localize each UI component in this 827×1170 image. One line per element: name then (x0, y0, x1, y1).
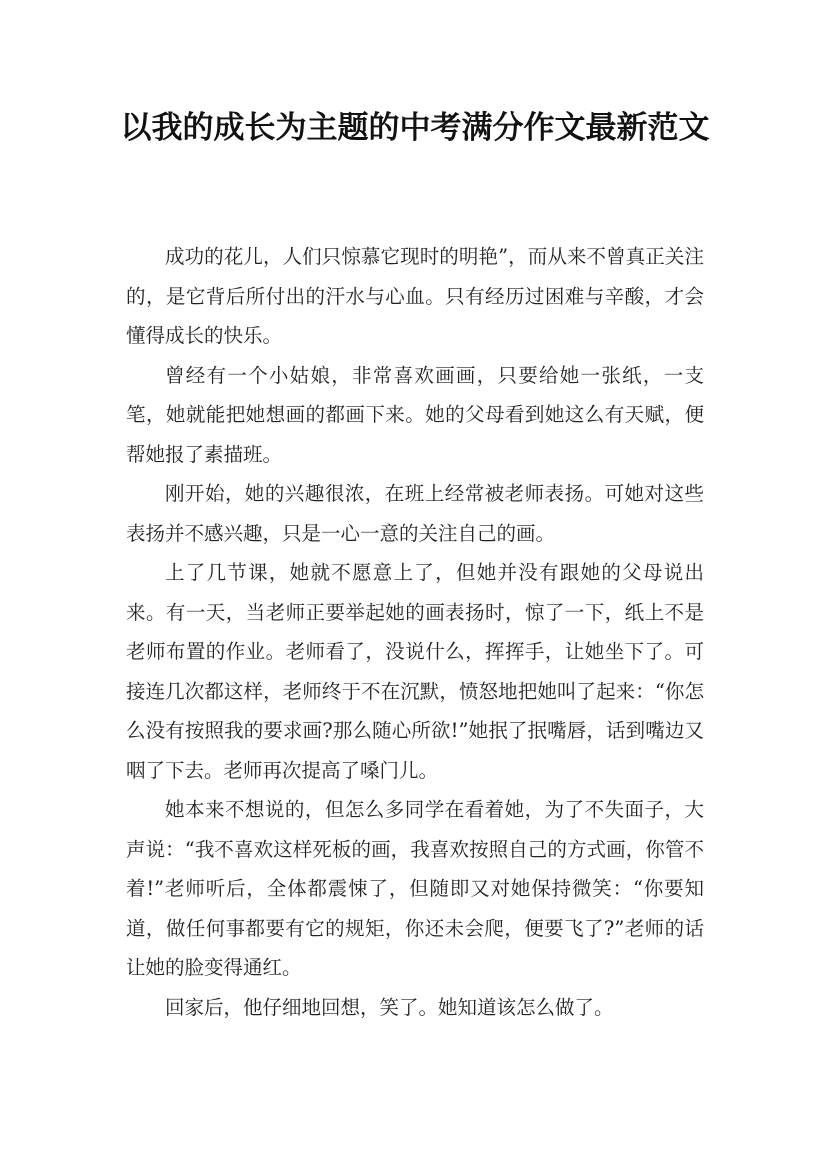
paragraph: 刚开始，她的兴趣很浓，在班上经常被老师表扬。可她对这些表扬并不感兴趣，只是一心一意的关注自己的画。 (126, 482, 704, 545)
paragraph: 上了几节课，她就不愿意上了，但她并没有跟她的父母说出来。有一天，当老师正要举起她的画表扬时，惊了一下，纸上不是老师布置的作业。老师看了，没说什么，挥挥手，让她坐下了。可接连几次都这样，老师终于不在沉默，愤怒地把她叫了起来：“你怎么没有按照我的要求画?那么随心所欲!”她抿了抿嘴唇，话到嘴边又咽了下去。老师再次提高了嗓门儿。 (126, 561, 704, 782)
paragraph: 曾经有一个小姑娘，非常喜欢画画，只要给她一张纸，一支笔，她就能把她想画的都画下来。她的父母看到她这么有天赋，便帮她报了素描班。 (126, 363, 704, 466)
paragraph: 她本来不想说的，但怎么多同学在看着她，为了不失面子，大声说：“我不喜欢这样死板的画，我喜欢按照自己的方式画，你管不着!”老师听后，全体都震悚了，但随即又对她保持微笑：“你要知道，做任何事都要有它的规矩，你还未会爬，便要飞了?”老师的话让她的脸变得通红。 (126, 798, 704, 979)
document-body (126, 237, 704, 1027)
paragraph: 成功的花儿，人们只惊慕它现时的明艳”，而从来不曾真正关注的，是它背后所付出的汗水与心血。只有经历过困难与辛酸，才会懂得成长的快乐。 (126, 245, 704, 347)
paragraph: 回家后，他仔细地回想，笑了。她知道该怎么做了。 (165, 995, 614, 1019)
document-title: 以我的成长为主题的中考满分作文最新范文 (120, 110, 710, 146)
